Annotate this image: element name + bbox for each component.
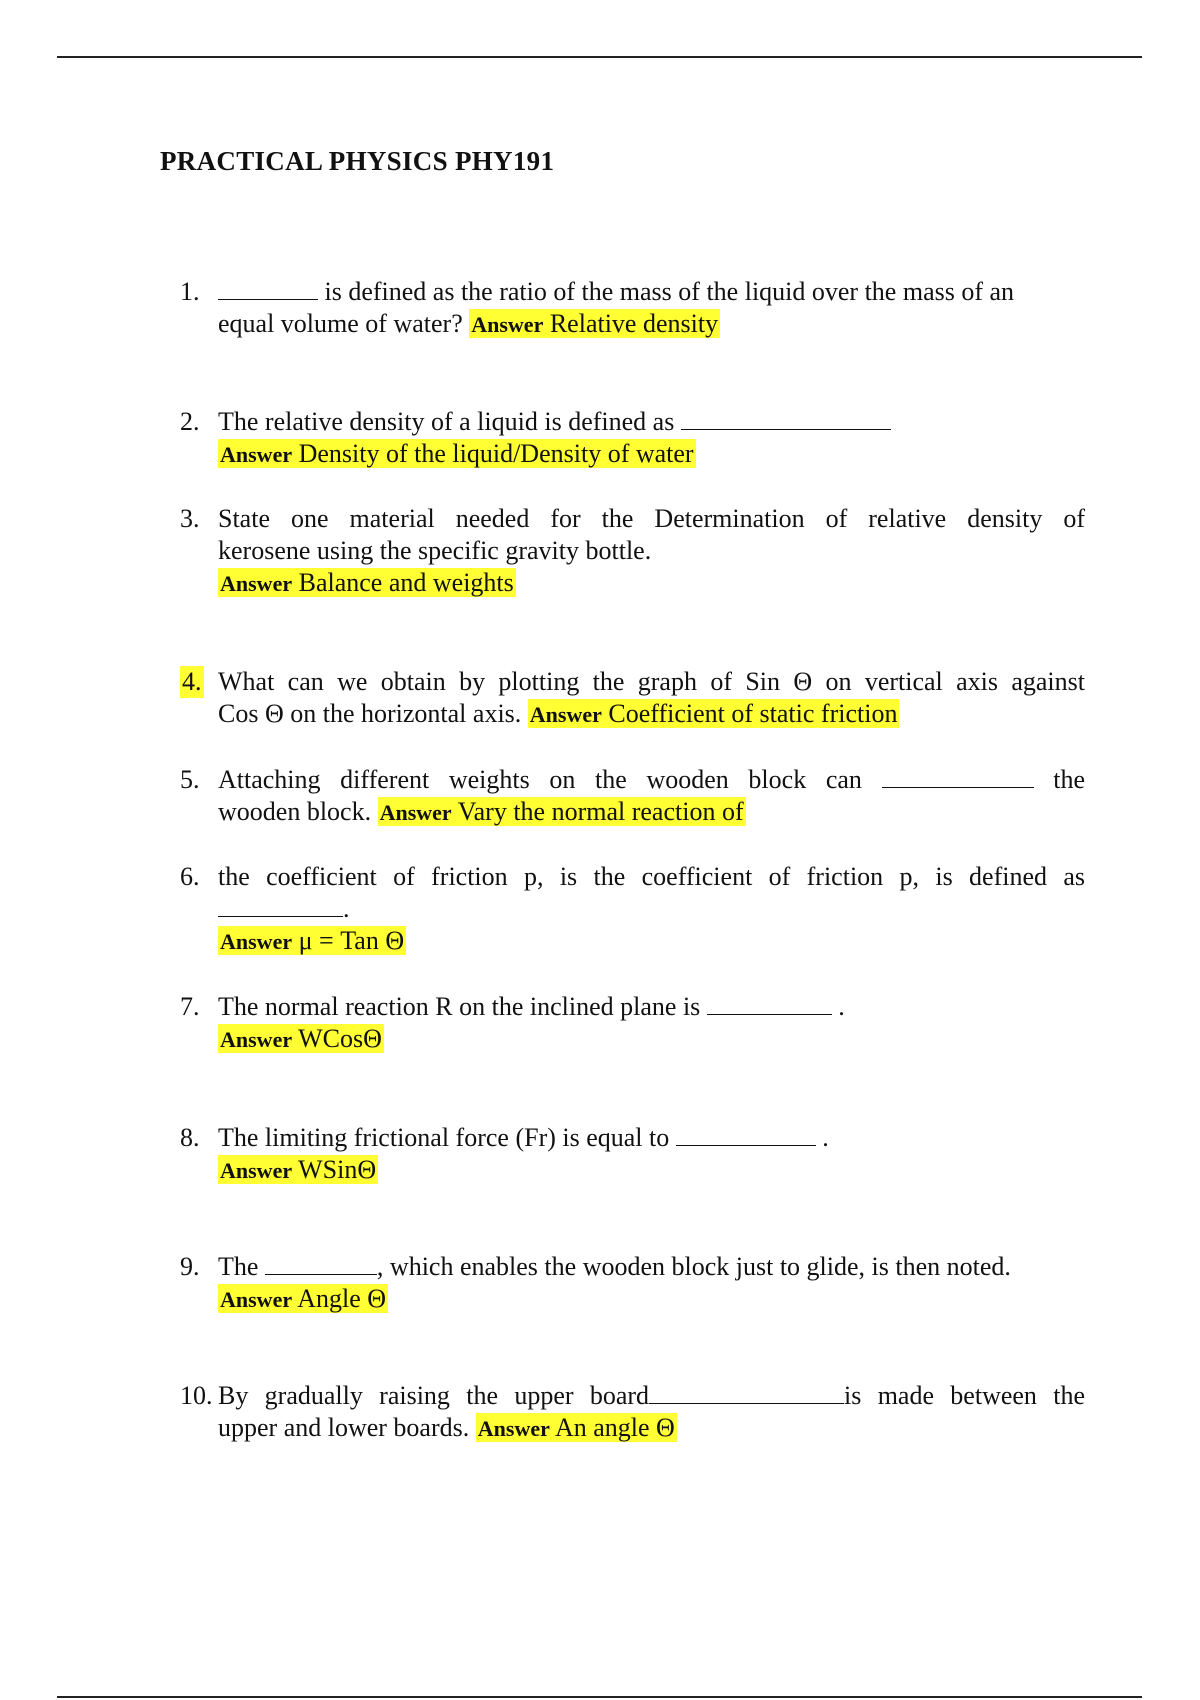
answer-label: Answer <box>529 702 602 727</box>
answer-text: Relative density <box>549 309 719 338</box>
answer-blank <box>649 1383 844 1404</box>
answer-blank <box>681 409 891 430</box>
question-number: 3. <box>180 504 200 533</box>
question-line <box>218 438 1085 471</box>
answer-blank <box>265 1254 377 1275</box>
answer-text: Coefficient of static friction <box>608 699 898 728</box>
question-line: The normal reaction R on the inclined plane is . <box>218 992 845 1021</box>
document-title: PRACTICAL PHYSICS PHY191 <box>160 146 555 176</box>
question-line: the coefficient of friction p, is the coefficient of friction p, is defined as <box>218 862 1085 891</box>
answer-label: Answer <box>220 1287 293 1312</box>
answer-highlight <box>378 797 746 826</box>
question-2 <box>180 406 1085 471</box>
question-number: 4. <box>182 667 202 696</box>
question-line: is defined as the ratio of the mass of the liquid over the mass of an <box>218 276 1085 308</box>
answer-highlight <box>218 568 516 597</box>
answer-text: WCosΘ <box>298 1024 382 1053</box>
question-line: kerosene using the specific gravity bottle. <box>218 536 652 565</box>
answer-text: Angle Θ <box>297 1284 387 1313</box>
question-line: Attaching different weights on the wooden block can the <box>218 765 1086 794</box>
answer-text: μ = Tan Θ <box>298 926 405 955</box>
answer-blank <box>676 1125 816 1146</box>
question-number: 1. <box>180 277 200 306</box>
answer-text: Balance and weights <box>298 568 514 597</box>
question-number: 8. <box>180 1123 200 1152</box>
question-line: By gradually raising the upper board is made between the <box>218 1381 1086 1410</box>
question-line: upper and lower boards. Answer An angle Θ <box>218 1413 675 1442</box>
answer-highlight <box>218 926 406 955</box>
answer-label: Answer <box>379 800 452 825</box>
question-line: State one material needed for the Determination of relative density of <box>218 504 1085 533</box>
question-1 <box>180 276 1085 341</box>
question-4 <box>180 666 1085 731</box>
answer-text: An angle Θ <box>554 1413 675 1442</box>
answer-blank <box>882 767 1034 788</box>
answer-label: Answer <box>220 1158 293 1183</box>
answer-label: Answer <box>220 442 293 467</box>
question-line: The relative density of a liquid is defined as <box>218 406 1085 438</box>
answer-highlight <box>218 1284 388 1313</box>
question-line: The , which enables the wooden block just to glide, is then noted. <box>218 1252 1011 1281</box>
answer-label: Answer <box>220 929 293 954</box>
question-9 <box>180 1251 1085 1316</box>
question-number: 6. <box>180 862 200 891</box>
question-line <box>218 1283 1085 1316</box>
answer-text: WSinΘ <box>298 1155 377 1184</box>
question-line <box>218 1023 1085 1056</box>
question-10 <box>180 1380 1085 1445</box>
question-line <box>218 1154 1085 1187</box>
question-line <box>218 567 1085 600</box>
question-3 <box>180 503 1085 600</box>
question-line: . <box>218 893 1085 925</box>
question-number: 5. <box>180 765 200 794</box>
question-line: wooden block. Answer Vary the normal reaction of <box>218 797 744 826</box>
answer-highlight <box>469 309 720 338</box>
answer-highlight <box>528 699 900 728</box>
question-line <box>218 925 1085 958</box>
question-line: Cos Θ on the horizontal axis. Answer Coefficient of static friction <box>218 699 898 728</box>
bottom-rule <box>57 1696 1142 1698</box>
question-line: What can we obtain by plotting the graph of Sin Θ on vertical axis against <box>218 667 1085 696</box>
question-number: 10. <box>180 1381 213 1410</box>
answer-highlight <box>218 1155 378 1184</box>
answer-label: Answer <box>220 1027 293 1052</box>
answer-blank <box>707 994 832 1015</box>
question-8 <box>180 1122 1085 1187</box>
answer-highlight <box>218 439 696 468</box>
question-number: 7. <box>180 992 200 1021</box>
question-line: equal volume of water? Answer Relative density <box>218 309 719 338</box>
answer-label: Answer <box>477 1416 550 1441</box>
question-6 <box>180 861 1085 958</box>
question-5 <box>180 764 1085 829</box>
answer-label: Answer <box>220 571 293 596</box>
answer-highlight <box>218 1024 384 1053</box>
answer-blank <box>218 279 318 300</box>
top-rule <box>57 56 1142 58</box>
question-line: The limiting frictional force (Fr) is equal to . <box>218 1123 829 1152</box>
answer-text: Density of the liquid/Density of water <box>298 439 694 468</box>
answer-highlight <box>476 1413 677 1442</box>
answer-text: Vary the normal reaction of <box>457 797 744 826</box>
question-number: 9. <box>180 1252 200 1281</box>
question-7 <box>180 991 1085 1056</box>
question-number: 2. <box>180 407 200 436</box>
answer-label: Answer <box>471 312 544 337</box>
answer-blank <box>218 896 343 917</box>
